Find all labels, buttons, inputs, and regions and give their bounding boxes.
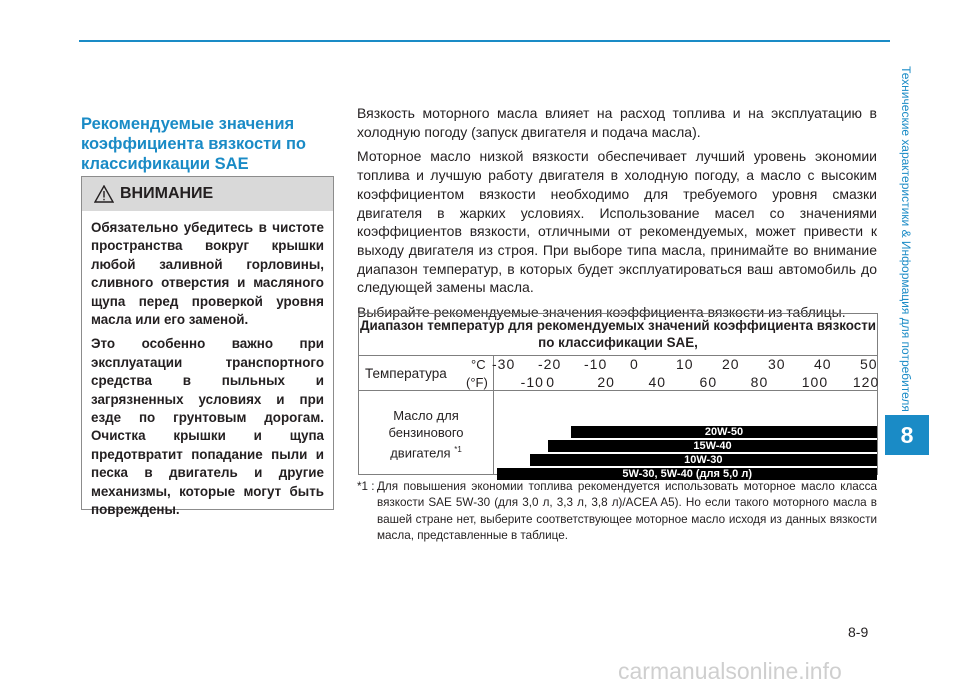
footnote-mark: *1 : <box>357 480 375 493</box>
viscosity-grade-bar: 5W-30, 5W-40 (для 5,0 л) <box>497 468 877 480</box>
celsius-tick-label: 30 <box>768 356 786 372</box>
table-divider <box>359 390 877 391</box>
celsius-tick-label: 10 <box>676 356 694 372</box>
viscosity-table <box>358 313 880 480</box>
fahrenheit-tick-label: 40 <box>648 374 667 390</box>
body-paragraph-3: Выбирайте рекомендуемые значения коэффициента вязкости из таблицы. <box>357 304 846 321</box>
watermark: carmanualsonline.info <box>618 658 842 684</box>
footnote <box>357 479 877 544</box>
warning-title: ВНИМАНИЕ <box>120 185 214 202</box>
footnote-text: Для повышения экономии топлива рекомендуется использовать моторное масло класса вязкости SAE 5W-30 (для 3,0 л, 3,3 л, 3,8 л)/ACEA A5). Но если такого моторного масла в вашей стране нет, выберите соответствующее моторное масло исходя из данных вязкости масла, представленные в таблице. <box>377 480 877 542</box>
fahrenheit-scale <box>494 374 880 390</box>
table-column-divider <box>493 355 494 474</box>
top-rule <box>79 40 890 42</box>
celsius-tick-label: 0 <box>630 356 639 372</box>
warning-paragraph-1: Обязательно убедитесь в чистоте пространства вокруг крышки любой заливной горловины, сливного отверстия и масляного щупа перед проверкой уровня масла или его заменой. <box>91 220 324 328</box>
viscosity-grade-bar: 10W-30 <box>530 454 877 466</box>
fahrenheit-tick-label: 60 <box>699 374 718 390</box>
celsius-tick-label: 50 <box>860 356 878 372</box>
page-number: 8-9 <box>848 624 869 640</box>
section-heading: Рекомендуемые значения коэффициента вязкости по классификации SAE <box>81 115 306 173</box>
body-paragraph-2: Моторное масло низкой вязкости обеспечивает лучший уровень экономии топлива и лучшую работу двигателя в холодную погоду, а масло с высоким коэффициентом вязкости необходимо для требуемого уровня смазки двигателя в жарких условиях. Использование масел со значениями коэффициентов вязкости, отличными от рекомендуемых, может привести к выходу двигателя из строя. При выборе типа масла, принимайте во внимание диапазон температур, в которых будет эксплуатироваться ваш автомобиль до следующей замены масла. <box>357 148 877 296</box>
celsius-tick-label: -30 <box>492 356 516 372</box>
fahrenheit-tick-label: 100 <box>801 374 829 390</box>
fahrenheit-tick-label: 80 <box>750 374 769 390</box>
oil-type-text: Масло для бензинового двигателя <box>388 408 464 461</box>
oil-type-label <box>359 407 493 461</box>
viscosity-grade-bar: 20W-50 <box>571 426 877 438</box>
celsius-tick-label: 40 <box>814 356 832 372</box>
body-text <box>357 104 877 328</box>
warning-box <box>81 176 334 518</box>
fahrenheit-tick-label: 0 <box>546 374 556 390</box>
warning-paragraph-2: Это особенно важно при эксплуатации транспортного средства в пыльных и загрязненных условиях и при езде по грунтовым дорогам. Очистка крышки и щупа предотвратит попадание пыли и песка в двигатель и другие механизмы, которые могут быть повреждены. <box>91 336 324 518</box>
viscosity-grade-bar: 15W-40 <box>548 440 877 452</box>
celsius-unit: °C <box>471 357 486 372</box>
table-title: Диапазон температур для рекомендуемых значений коэффициента вязкости по классификации SAE, <box>360 318 876 350</box>
footnote-reference: *1 <box>454 445 462 454</box>
fahrenheit-tick-label: 20 <box>597 374 615 390</box>
chapter-side-label <box>892 54 920 424</box>
chapter-title: Технические характеристики & Информация для потребителя <box>899 66 914 412</box>
celsius-tick-label: 20 <box>722 356 740 372</box>
celsius-scale <box>494 356 877 372</box>
chapter-number-tab: 8 <box>885 415 929 455</box>
warning-header <box>82 177 333 211</box>
warning-triangle-icon <box>94 185 114 203</box>
temperature-label: Температура <box>365 366 447 381</box>
fahrenheit-tick-label: 120 <box>852 374 880 390</box>
warning-body <box>82 211 333 520</box>
celsius-tick-label: -10 <box>584 356 608 372</box>
celsius-tick-label: -20 <box>538 356 562 372</box>
body-paragraph-1: Вязкость моторного масла влияет на расход топлива и на эксплуатацию в холодную погоду (запуск двигателя и подача масла). <box>357 105 877 140</box>
fahrenheit-tick-label: -10 <box>520 374 544 390</box>
fahrenheit-unit: (°F) <box>466 375 488 390</box>
